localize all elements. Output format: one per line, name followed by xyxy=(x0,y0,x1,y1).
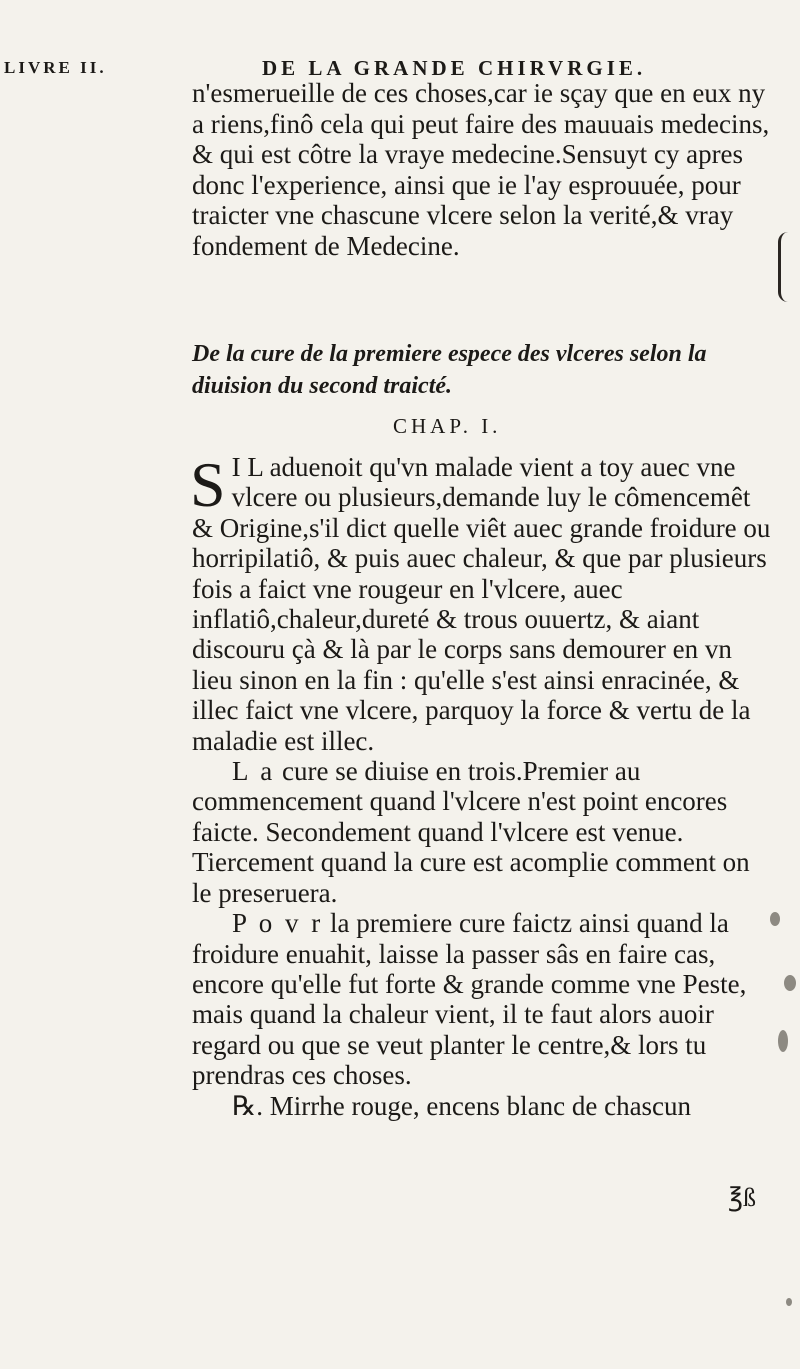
margin-bracket xyxy=(778,232,799,302)
margin-blot xyxy=(786,1298,792,1306)
paragraph-text: la premiere cure faictz ainsi quand la froidure enuahit, laisse la passer sâs en faire cas, encore qu'elle fut forte & grande comme vne Peste, mais quand la chaleur vient, il te faut alors auoir regard ou que se veut planter le centre,& lors tu prendras ces choses. xyxy=(192,908,747,1091)
text-block-top xyxy=(192,78,772,261)
paragraph-4 xyxy=(192,1091,772,1121)
margin-blot xyxy=(778,1030,788,1052)
margin-blot xyxy=(784,975,796,991)
paragraph-text: cure se diuise en trois.Premier au commencement quand l'vlcere n'est point encores faicte. Secondement quand l'vlcere est venue. Tiercement quand la cure est acomplie comment on le preseruera. xyxy=(192,756,750,908)
header-book-number: LIVRE II. xyxy=(4,58,107,77)
paragraph-lead: L a xyxy=(232,756,276,787)
paragraph-3 xyxy=(192,908,772,1090)
recipe-symbol: ℞. xyxy=(232,1090,263,1121)
text-block-main xyxy=(190,449,772,1121)
margin-blot xyxy=(770,912,780,926)
catchword: ℥ß xyxy=(728,1183,757,1212)
paragraph-text: I L aduenoit qu'vn malade vient a toy auec vne vlcere ou plusieurs,demande luy le cômencemêt & Origine,s'il dict quelle viêt auec grande froidure ou horripilatiô, & puis auec chaleur, & que par plusieurs fois a faict vne rougeur en l'vlcere, auec inflatiô,chaleur,dureté & trous ouuertz, & aiant discouru çà & là par le corps sans demourer en vn lieu sinon en la fin : qu'elle s'est ainsi enracinée, & illec faict vne vlcere, parquoy la force & vertu de la maladie est illec. xyxy=(192,452,771,756)
paragraph-1 xyxy=(190,449,772,756)
paragraph-2 xyxy=(192,756,772,908)
paragraph-lead: P o v r xyxy=(232,908,324,939)
paragraph: n'esmerueille de ces choses,car ie sçay que en eux ny a riens,finô cela qui peut faire des mauuais medecins, & qui est côtre la vraye medecine.Sensuyt cy apres donc l'experience, ainsi que ie l'ay esprouuée, pour traicter vne chascune vlcere selon la verité,& vray fondement de Medecine. xyxy=(192,78,770,261)
chapter-number: CHAP. I. xyxy=(393,414,502,438)
drop-cap: S xyxy=(190,449,226,520)
chapter-heading: De la cure de la premiere espece des vlceres selon la diuision du second traicté. xyxy=(192,341,707,399)
paragraph-text: Mirrhe rouge, encens blanc de chascun xyxy=(262,1090,692,1121)
header-title: DE LA GRANDE CHIRVRGIE. xyxy=(262,56,647,80)
